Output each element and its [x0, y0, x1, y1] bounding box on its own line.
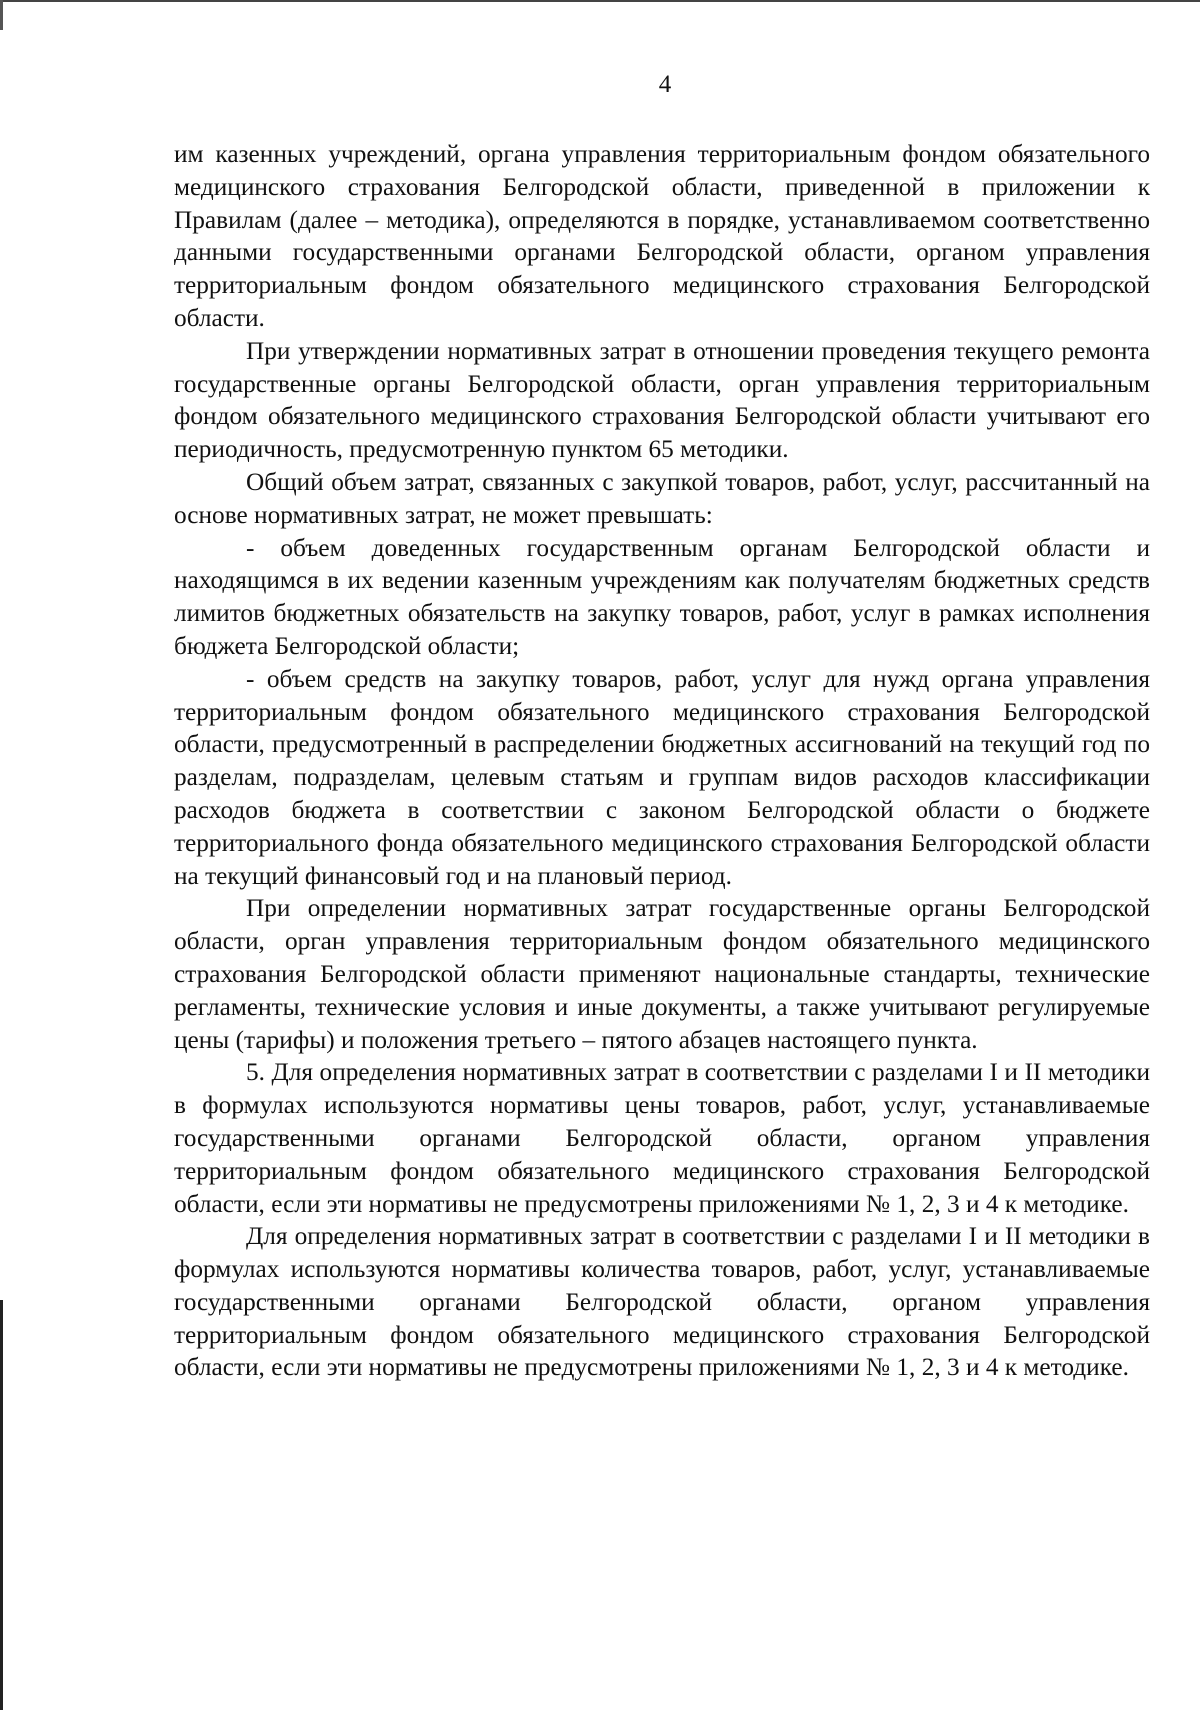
page-number: 4	[658, 71, 672, 98]
paragraph-total-volume: Общий объем затрат, связанных с закупкой товаров, работ, услуг, рассчитанный на основе нормативных затрат, не может превышать:	[174, 467, 1150, 529]
paragraph-standards: При определении нормативных затрат государственные органы Белгородской области, орган управления территориальным фондом обязательного медицинского страхования Белгородской области применяют национальные стандарты, технические регламенты, технические условия и иные документы, а также учитывают регулируемые цены (тарифы) и положения третьего – пятого абзацев настоящего пункта.	[174, 894, 1150, 1054]
paragraph-quantity-norms: Для определения нормативных затрат в соответствии с разделами I и II методики в формулах используются нормативы количества товаров, работ, услуг, устанавливаемые государственными органами Белгородской области, органом управления территориальным фондом обязательного медицинского страхования Белгородской области, если эти нормативы не предусмотрены приложениями № 1, 2, 3 и 4 к методике.	[174, 1222, 1150, 1382]
document-body	[174, 138, 1150, 1384]
paragraph-list-item-budget-limits: - объем доведенных государственным органам Белгородской области и находящимся в их ведении казенным учреждениям как получателям бюджетных средств лимитов бюджетных обязательств на закупку товаров, работ, услуг в рамках исполнения бюджета Белгородской области;	[174, 533, 1150, 660]
scan-edge-top	[0, 0, 1200, 2]
paragraph-repair-periodicity: При утверждении нормативных затрат в отношении проведения текущего ремонта государственные органы Белгородской области, орган управления территориальным фондом обязательного медицинского страхования Белгородской области учитывают его периодичность, предусмотренную пунктом 65 методики.	[174, 336, 1150, 464]
paragraph-continuation: им казенных учреждений, органа управления территориальным фондом обязательного медицинского страхования Белгородской области, приведенной в приложении к Правилам (далее – методика), определяются в порядке, устанавливаемом соответственно данными государственными органами Белгородской области, органом управления территориальным фондом обязательного медицинского страхования Белгородской области.	[174, 140, 1150, 332]
scan-edge-left	[0, 0, 3, 1710]
paragraph-item-5-price-norms: 5. Для определения нормативных затрат в соответствии с разделами I и II методики в формулах используются нормативы цены товаров, работ, услуг, устанавливаемые государственными органами Белгородской области, органом управления территориальным фондом обязательного медицинского страхования Белгородской области, если эти нормативы не предусмотрены приложениями № 1, 2, 3 и 4 к методике.	[174, 1058, 1150, 1218]
paragraph-list-item-fund-allocations: - объем средств на закупку товаров, работ, услуг для нужд органа управления территориальным фондом обязательного медицинского страхования Белгородской области, предусмотренный в распределении бюджетных ассигнований на текущий год по разделам, подразделам, целевым статьям и группам видов расходов классификации расходов бюджета в соответствии с законом Белгородской области о бюджете территориального фонда обязательного медицинского страхования Белгородской области на текущий финансовый год и на плановый период.	[174, 664, 1150, 890]
